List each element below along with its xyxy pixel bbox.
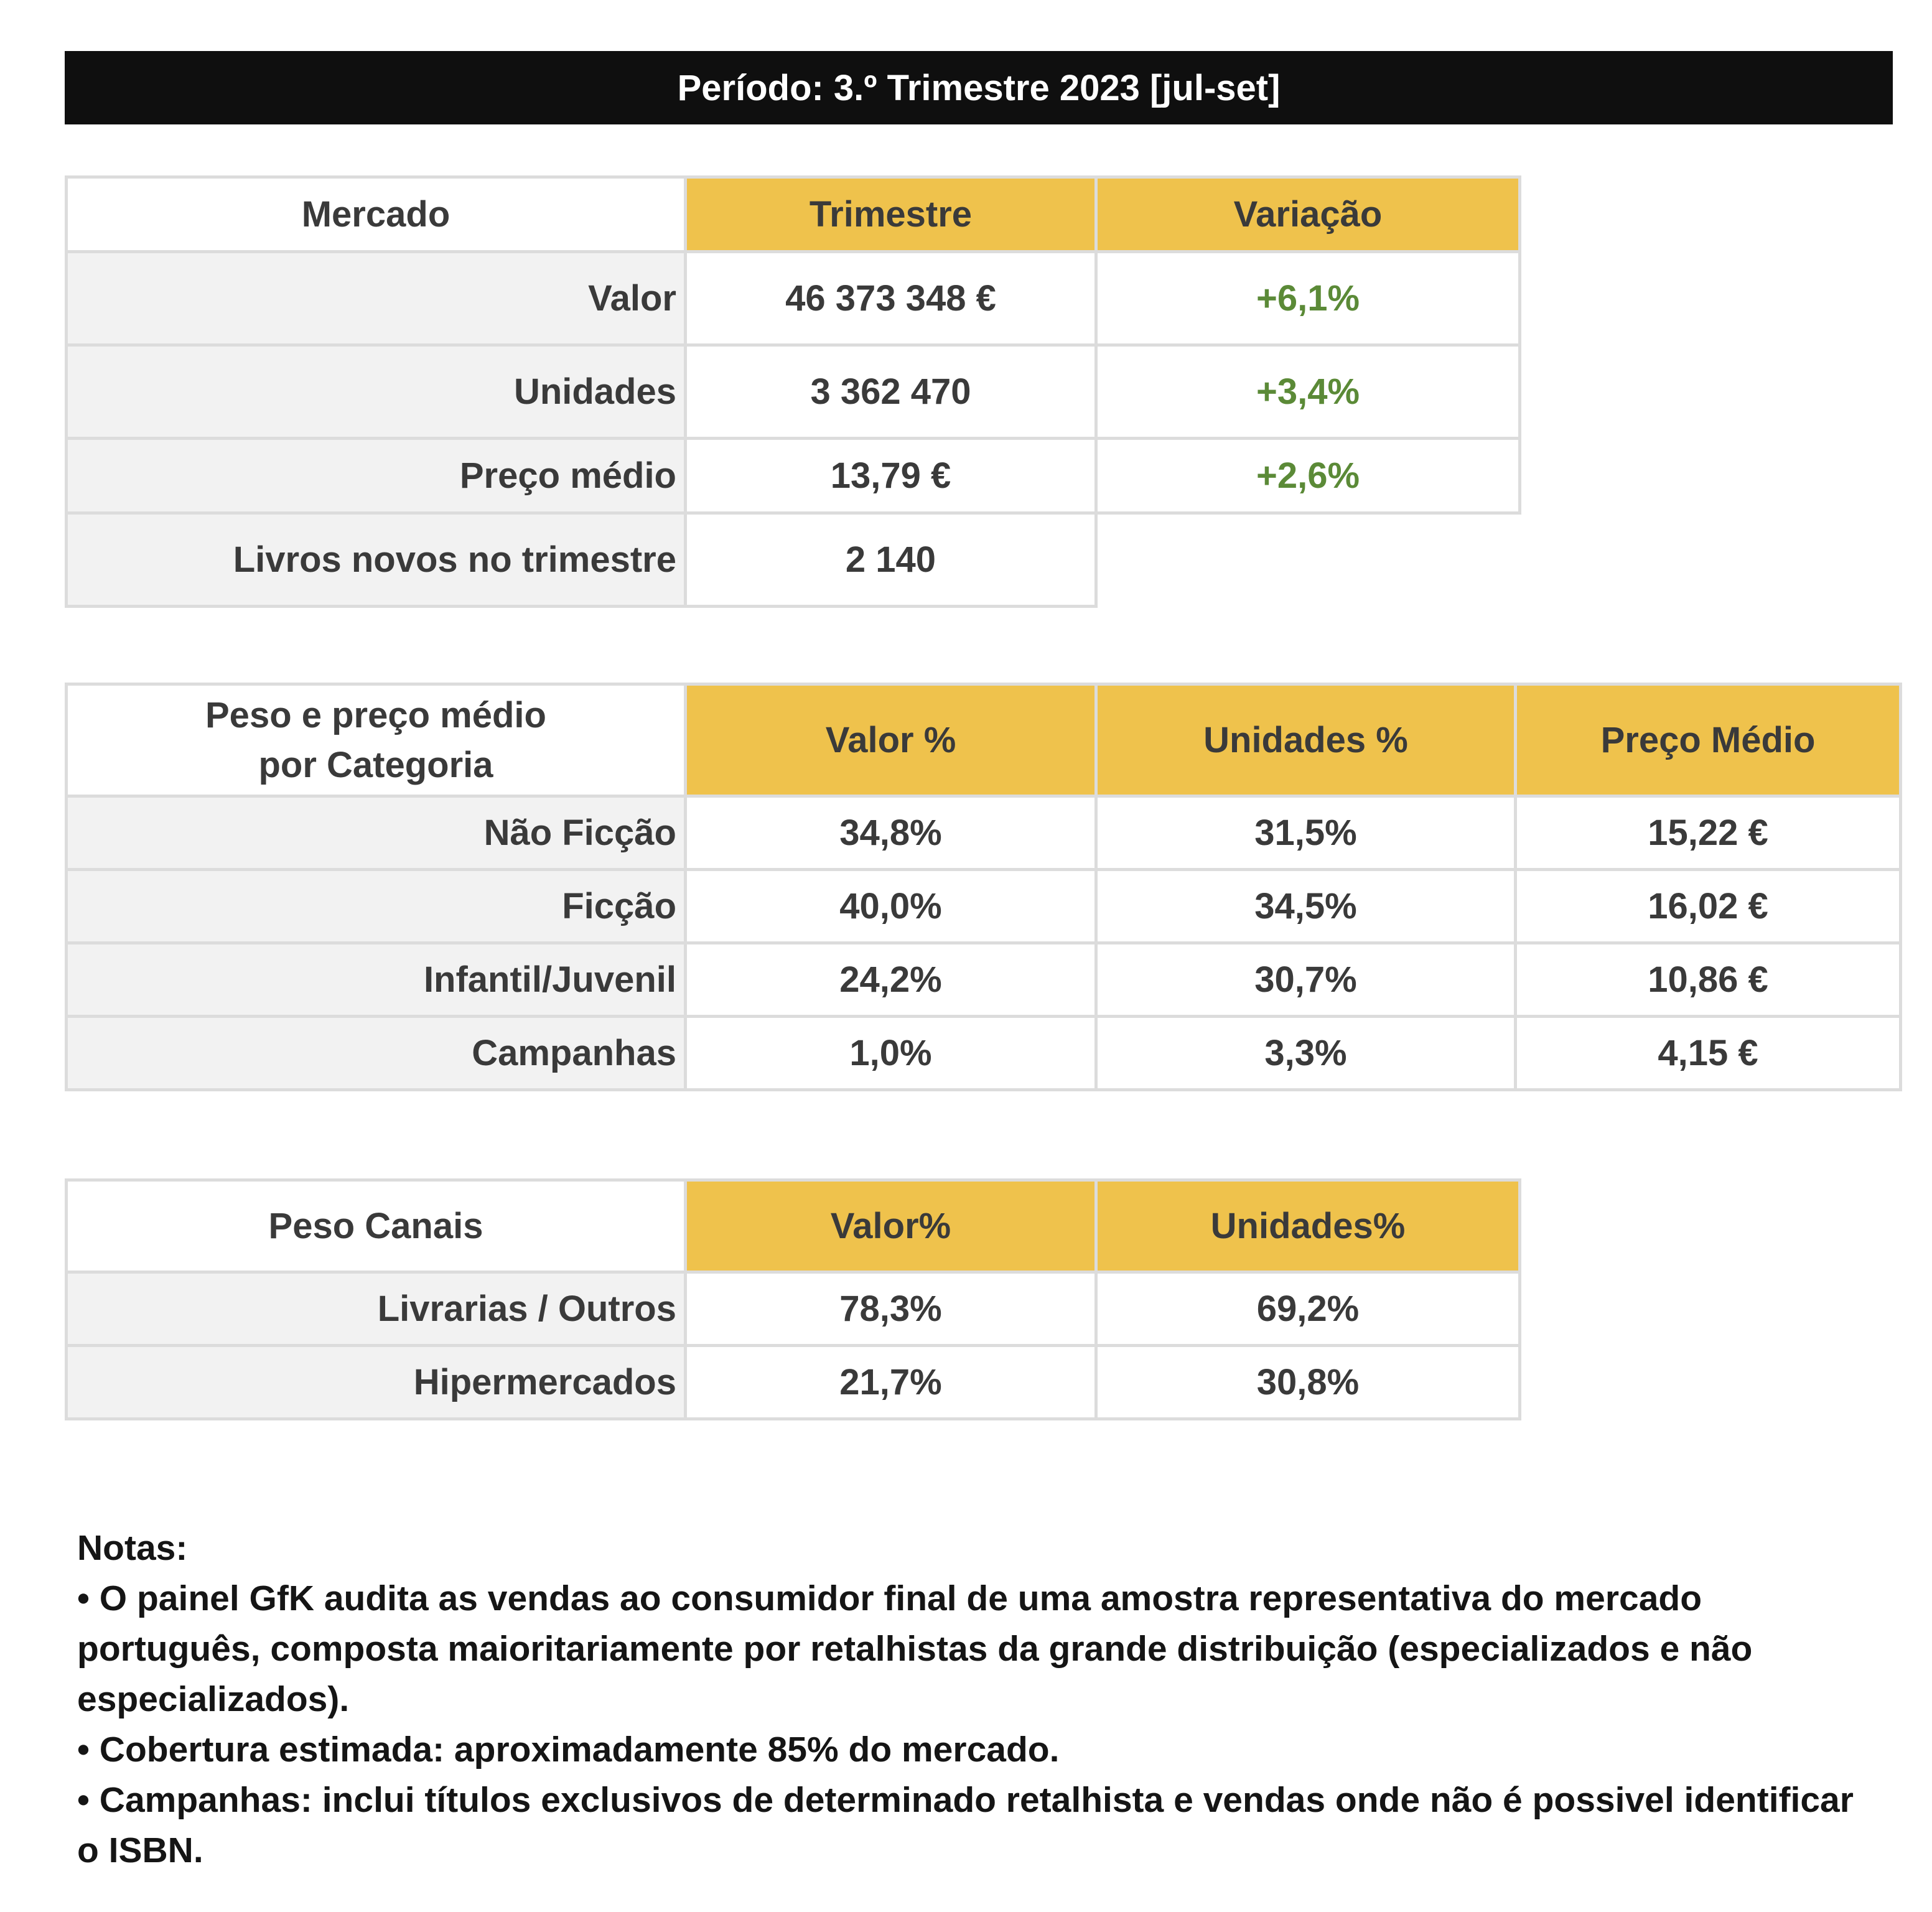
preco-medio-header: Preço Médio <box>1516 684 1901 796</box>
row-label: Unidades <box>67 345 686 439</box>
row-label: Livrarias / Outros <box>67 1272 686 1346</box>
note-item: • O painel GfK audita as vendas ao consumidor final de uma amostra representativa do mercado português, composta maioritariamente por retalhistas da grande distribuição (especializados e não especializados). <box>77 1579 1753 1719</box>
row-label: Preço médio <box>67 439 686 513</box>
category-header-line1: Peso e preço médio <box>205 694 546 735</box>
unidades-value: 69,2% <box>1096 1272 1520 1346</box>
valor-pct-header: Valor % <box>686 684 1096 796</box>
notes-title: Notas: <box>77 1528 188 1568</box>
preco-medio-value: 15,22 € <box>1516 796 1901 870</box>
note-item: • Campanhas: inclui títulos exclusivos de determinado retalhista e vendas onde não é possivel identificar o ISBN. <box>77 1780 1854 1870</box>
valor-pct-value: 1,0% <box>686 1017 1096 1090</box>
table-row <box>67 252 1520 345</box>
table-row <box>67 439 1520 513</box>
preco-medio-value: 4,15 € <box>1516 1017 1901 1090</box>
row-label: Valor <box>67 252 686 345</box>
table-row <box>67 870 1901 943</box>
unidades-value: 30,8% <box>1096 1346 1520 1419</box>
period-banner <box>65 51 1893 124</box>
empty-cell <box>1096 513 1520 607</box>
notes-section <box>77 1523 1882 1876</box>
row-label: Livros novos no trimestre <box>67 513 686 607</box>
trimestre-value: 13,79 € <box>686 439 1096 513</box>
trimestre-value: 3 362 470 <box>686 345 1096 439</box>
valor-value: 21,7% <box>686 1346 1096 1419</box>
table-row <box>67 345 1520 439</box>
row-label: Não Ficção <box>67 796 686 870</box>
category-header-line2: por Categoria <box>258 744 493 785</box>
market-header-row <box>67 177 1520 252</box>
variacao-value: +2,6% <box>1096 439 1520 513</box>
variacao-value: +3,4% <box>1096 345 1520 439</box>
row-label: Ficção <box>67 870 686 943</box>
table-row <box>67 796 1901 870</box>
unidades-pct-value: 31,5% <box>1096 796 1516 870</box>
variacao-header: Variação <box>1096 177 1520 252</box>
channels-table <box>65 1178 1521 1420</box>
variacao-value: +6,1% <box>1096 252 1520 345</box>
table-row <box>67 1272 1520 1346</box>
table-row <box>67 943 1901 1017</box>
note-item: • Cobertura estimada: aproximadamente 85% do mercado. <box>77 1730 1060 1770</box>
unidades-pct-header: Unidades % <box>1096 684 1516 796</box>
preco-medio-value: 10,86 € <box>1516 943 1901 1017</box>
unidades-header: Unidades% <box>1096 1180 1520 1272</box>
table-row <box>67 1346 1520 1419</box>
row-label: Infantil/Juvenil <box>67 943 686 1017</box>
row-label: Hipermercados <box>67 1346 686 1419</box>
category-table <box>65 683 1902 1091</box>
category-header-row <box>67 684 1901 796</box>
valor-header: Valor% <box>686 1180 1096 1272</box>
market-header-label: Mercado <box>67 177 686 252</box>
trimestre-header: Trimestre <box>686 177 1096 252</box>
unidades-pct-value: 34,5% <box>1096 870 1516 943</box>
category-header-label <box>67 684 686 796</box>
trimestre-value: 2 140 <box>686 513 1096 607</box>
valor-pct-value: 40,0% <box>686 870 1096 943</box>
table-row <box>67 513 1520 607</box>
unidades-pct-value: 3,3% <box>1096 1017 1516 1090</box>
valor-value: 78,3% <box>686 1272 1096 1346</box>
unidades-pct-value: 30,7% <box>1096 943 1516 1017</box>
channels-header-row <box>67 1180 1520 1272</box>
trimestre-value: 46 373 348 € <box>686 252 1096 345</box>
table-row <box>67 1017 1901 1090</box>
market-table <box>65 175 1521 608</box>
preco-medio-value: 16,02 € <box>1516 870 1901 943</box>
period-title: Período: 3.º Trimestre 2023 [jul-set] <box>677 67 1281 108</box>
channels-header-label: Peso Canais <box>67 1180 686 1272</box>
valor-pct-value: 34,8% <box>686 796 1096 870</box>
row-label: Campanhas <box>67 1017 686 1090</box>
valor-pct-value: 24,2% <box>686 943 1096 1017</box>
